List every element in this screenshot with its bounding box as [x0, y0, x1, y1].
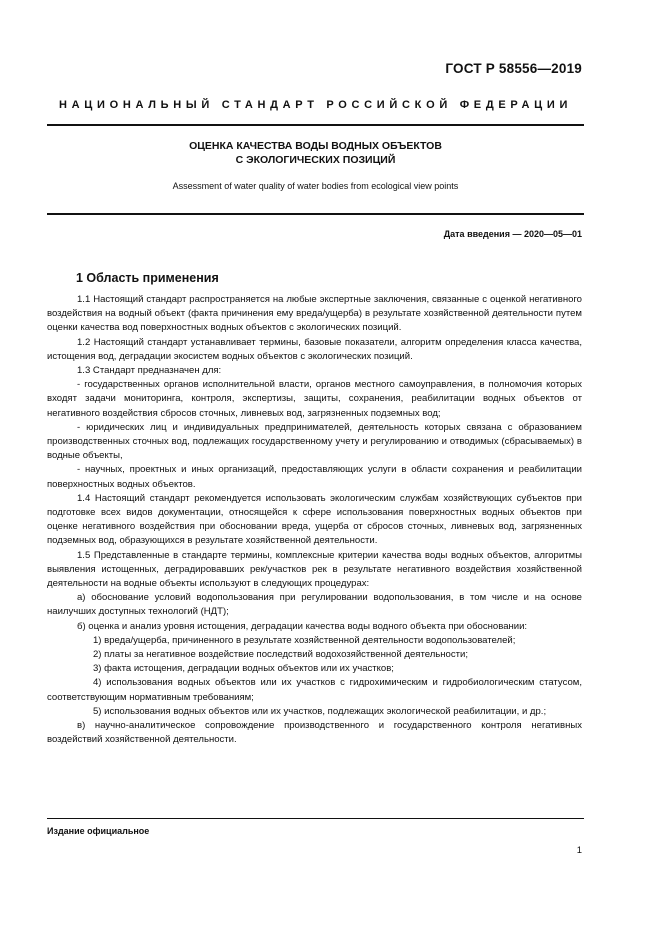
list-item-a: а) обоснование условий водопользования при регулировании водопользования, в том числе и на основе наилучших доступных технологий (НДТ); — [47, 592, 582, 618]
list-item-organizations: - научных, проектных и иных организаций, предоставляющих услуги в области сохранения и реабилитации поверхностных водных объектов. — [47, 464, 582, 490]
english-title: Assessment of water quality of water bodies from ecological view points — [172, 181, 459, 191]
sublist-item-5: 5) использования водных объектов или их участков, подлежащих экологической реабилитации, и др.; — [93, 705, 547, 717]
paragraph-1-3: 1.3 Стандарт предназначен для: — [77, 365, 222, 377]
document-title-line-1: ОЦЕНКА КАЧЕСТВА ВОДЫ ВОДНЫХ ОБЪЕКТОВ — [189, 140, 442, 152]
header-divider — [47, 124, 584, 126]
edition-label: Издание официальное — [47, 826, 150, 836]
national-standard-heading: НАЦИОНАЛЬНЫЙ СТАНДАРТ РОССИЙСКОЙ ФЕДЕРАЦИИ — [58, 99, 573, 111]
paragraph-1-1: 1.1 Настоящий стандарт распространяется на любые экспертные заключения, связанные с оценкой негативного воздействия на водный объект (факта причинения ему вреда/ущерба) в результате хозяйственной деятельности путем оценки качества вод поверхностных водных объектов с экологических позиций. — [47, 294, 582, 334]
page-number: 1 — [576, 845, 582, 856]
list-item-legal-entities: - юридических лиц и индивидуальных предпринимателей, деятельность которых связана с образованием производственных сточных вод, подлежащих государственному учету и регулированию и отводимых (сбрасываемых) в водные объекты, — [47, 421, 582, 462]
sublist-item-1: 1) вреда/ущерба, причиненного в результате хозяйственной деятельности водопользователей; — [93, 634, 516, 646]
introduction-date: Дата введения — 2020—05—01 — [443, 229, 582, 239]
title-divider — [47, 213, 584, 215]
sublist-item-3: 3) факта истощения, деградации водных объектов или их участков; — [93, 663, 394, 675]
footer-divider — [47, 818, 584, 819]
paragraph-1-2: 1.2 Настоящий стандарт устанавливает термины, базовые показатели, алгоритм определения класса качества, истощения вод, деградации экосистем водных объектов с экологических позиций. — [47, 336, 582, 362]
paragraph-1-5: 1.5 Представленные в стандарте термины, комплексные критерии качества воды водных объектов, алгоритмы выявления истощенных, деградировавших рек/участков рек в результате негативного воздействия хозяйственной деятельности на водные объекты используют в следующих процедурах: — [47, 549, 582, 590]
document-title-line-2: С ЭКОЛОГИЧЕСКИХ ПОЗИЦИЙ — [235, 154, 396, 166]
list-item-government: - государственных органов исполнительной власти, органов местного самоуправления, в полномочия которых входят задачи мониторинга, контроля, экспертизы, защиты, сохранения, реабилитации водных объектов от негативного воздействия сбросов сточных, ливневых вод, загрязненных подземных вод; — [47, 379, 582, 419]
sublist-item-4: 4) использования водных объектов или их участков с гидрохимическим и гидробиологическим статусом, соответствующим нормативным требованиям; — [47, 677, 582, 703]
paragraph-1-4: 1.4 Настоящий стандарт рекомендуется использовать экологическим службам хозяйствующих субъектов при подготовке всех видов документации, относящейся к сфере использования поверхностных водных объектов при оценке негативного воздействия при обосновании вреда, ущерба от сбросов сточных, ливневых вод, загрязненных подземных вод, образующихся в результате хозяйственной деятельности. — [47, 492, 582, 547]
section-body — [47, 293, 582, 748]
sublist-item-2: 2) платы за негативное воздействие последствий водохозяйственной деятельности; — [93, 649, 468, 661]
document-number: ГОСТ Р 58556—2019 — [445, 61, 582, 76]
list-item-v: в) научно-аналитическое сопровождение производственного и государственного контроля негативных воздействий хозяйственной деятельности. — [47, 720, 582, 746]
list-item-b: б) оценка и анализ уровня истощения, деградации качества воды водного объекта при обосновании: — [77, 620, 528, 632]
section-heading: 1 Область применения — [76, 271, 219, 285]
